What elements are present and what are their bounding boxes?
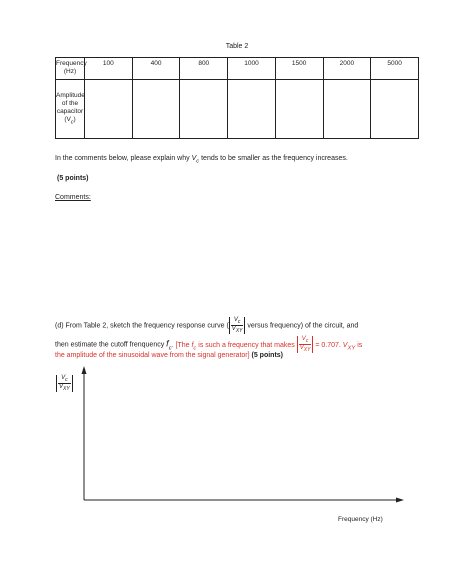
question-d-line2: then estimate the cutoff frenquency $f_c$. [The $f_c$ is such a frequency that makes $\frac{V_c}{V_{XY}}$ = 0.707. $V_{XY}$ is xyxy=(55,336,363,354)
table-header-cell: Frequency (Hz) xyxy=(56,58,85,80)
y-axis-label: $\frac{V_c}{V_{XY}}$ xyxy=(56,375,73,392)
y-axis-arrow xyxy=(82,366,87,374)
table-header-cell: 1000 xyxy=(228,58,276,80)
question-d-line1: (d) From Table 2, sketch the frequency response curve ( $\frac{V_c}{V_{XY}}$ versus frequency) of the circuit, and xyxy=(55,317,359,335)
question-d-line3: the amplitude of the sinusoidal wave from the signal generator] (5 points) xyxy=(55,352,284,359)
x-axis-label: Frequency (Hz) xyxy=(338,516,383,523)
comments-points: (5 points) xyxy=(57,175,89,182)
table-header-cell: 800 xyxy=(180,58,228,80)
comments-prompt: In the comments below, please explain why $V_c$ tends to be smaller as the frequency increases. xyxy=(55,155,348,165)
table-header-cell: 2000 xyxy=(323,58,371,80)
x-axis-arrow xyxy=(396,498,404,503)
table-header-cell: 1500 xyxy=(275,58,323,80)
table-header-cell: 100 xyxy=(85,58,133,80)
table-header-cell: 5000 xyxy=(371,58,419,80)
comments-label: Comments: xyxy=(55,194,91,201)
table-header-cell: 400 xyxy=(132,58,180,80)
table-title: Table 2 xyxy=(225,43,249,50)
table-row-label: Amplitude of the capacitor $(V_c)$ xyxy=(56,80,85,139)
